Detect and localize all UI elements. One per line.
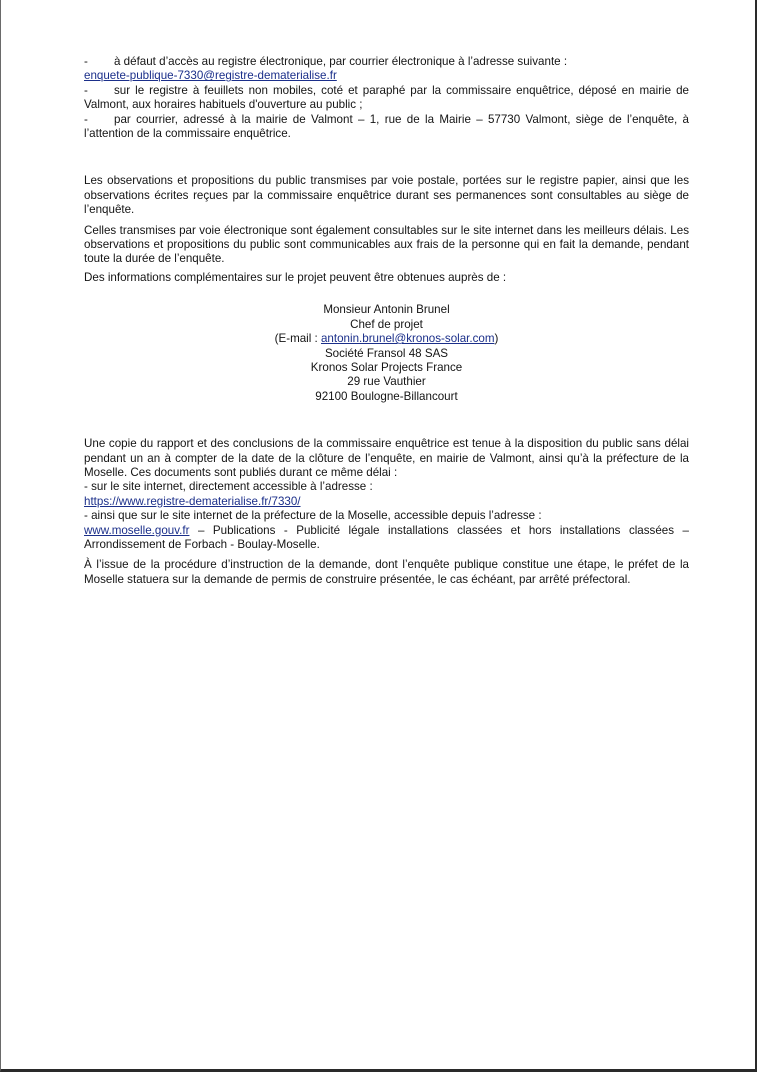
email-link[interactable]: enquete-publique-7330@registre-dematerialise.fr xyxy=(84,69,337,83)
list-item-email-submission xyxy=(84,55,689,69)
list-item-text: sur le registre à feuillets non mobiles, coté et paraphé par la commissaire enquêtrice, déposé en mairie de Valmont, aux horaires habituels d'ouverture au public ; xyxy=(84,83,689,112)
contact-company-2: Kronos Solar Projects France xyxy=(310,360,463,374)
report-item-prefecture-path xyxy=(84,524,689,553)
contact-email-line: (E-mail : antonin.brunel@kronos-solar.com) xyxy=(274,332,499,346)
contact-block xyxy=(84,303,689,404)
moselle-url-link[interactable]: www.moselle.gouv.fr xyxy=(84,523,190,537)
contact-street: 29 rue Vauthier xyxy=(347,375,426,389)
report-item-prefecture: - ainsi que sur le site internet de la préfecture de la Moselle, accessible depuis l’adresse : xyxy=(84,509,542,523)
list-item-paper-register xyxy=(84,84,689,113)
report-item-website-url xyxy=(84,495,689,509)
paragraph-more-info: Des informations complémentaires sur le projet peuvent être obtenues auprès de : xyxy=(84,270,507,284)
paragraph-observations-electronic: Celles transmises par voie électronique sont également consultables sur le site internet dans les meilleurs délais. Les observations et propositions du public sont communicables aux frais de la personne qui en fait la demande, pendant toute la durée de l’enquête. xyxy=(84,223,689,266)
list-item-email-line xyxy=(84,69,689,83)
contact-role: Chef de projet xyxy=(350,317,423,331)
document-body xyxy=(84,55,689,587)
list-item-postal-mail xyxy=(84,113,689,142)
paragraph-closing: À l’issue de la procédure d’instruction de la demande, dont l’enquête publique constitue une étape, le préfet de la Moselle statuera sur la demande de permis de construire présentée, le cas échéant, par arrêté préfectoral. xyxy=(84,558,689,586)
list-dash: - xyxy=(84,83,88,97)
list-dash: - xyxy=(84,55,88,68)
contact-company: Société Fransol 48 SAS xyxy=(324,346,449,360)
report-item-website: - sur le site internet, directement accessible à l’adresse : xyxy=(84,480,373,494)
list-dash: - xyxy=(84,112,88,126)
contact-city: 92100 Boulogne-Billancourt xyxy=(315,389,458,403)
paragraph-observations-postal: Les observations et propositions du public transmises par voie postale, portées sur le registre papier, ainsi que les observations écrites reçues par la commissaire enquêtrice durant ses permanences sont consultables au siège de l’enquête. xyxy=(84,174,689,217)
paragraph-report-availability: Une copie du rapport et des conclusions de la commissaire enquêtrice est tenue à la disposition du public sans délai pendant un an à compter de la date de la clôture de l’enquête, en mairie de Valmont, ainsi qu’à la préfecture de la Moselle. Ces documents sont publiés durant ce même délai : xyxy=(84,437,689,479)
list-item-text: par courrier, adressé à la mairie de Valmont – 1, rue de la Mairie – 57730 Valmont, siège de l’enquête, à l’attention de la commissaire enquêtrice. xyxy=(84,112,689,141)
contact-name: Monsieur Antonin Brunel xyxy=(323,303,450,317)
contact-email-link[interactable]: antonin.brunel@kronos-solar.com xyxy=(320,332,495,346)
prefecture-path-text: – Publications - Publicité légale installations classées et hors installations classées – Arrondissement de Forbach - Boulay-Moselle. xyxy=(84,523,689,551)
registre-url-link[interactable]: https://www.registre-dematerialise.fr/7330/ xyxy=(84,494,301,508)
list-item-text: à défaut d’accès au registre électronique, par courrier électronique à l’adresse suivante : xyxy=(114,55,568,68)
